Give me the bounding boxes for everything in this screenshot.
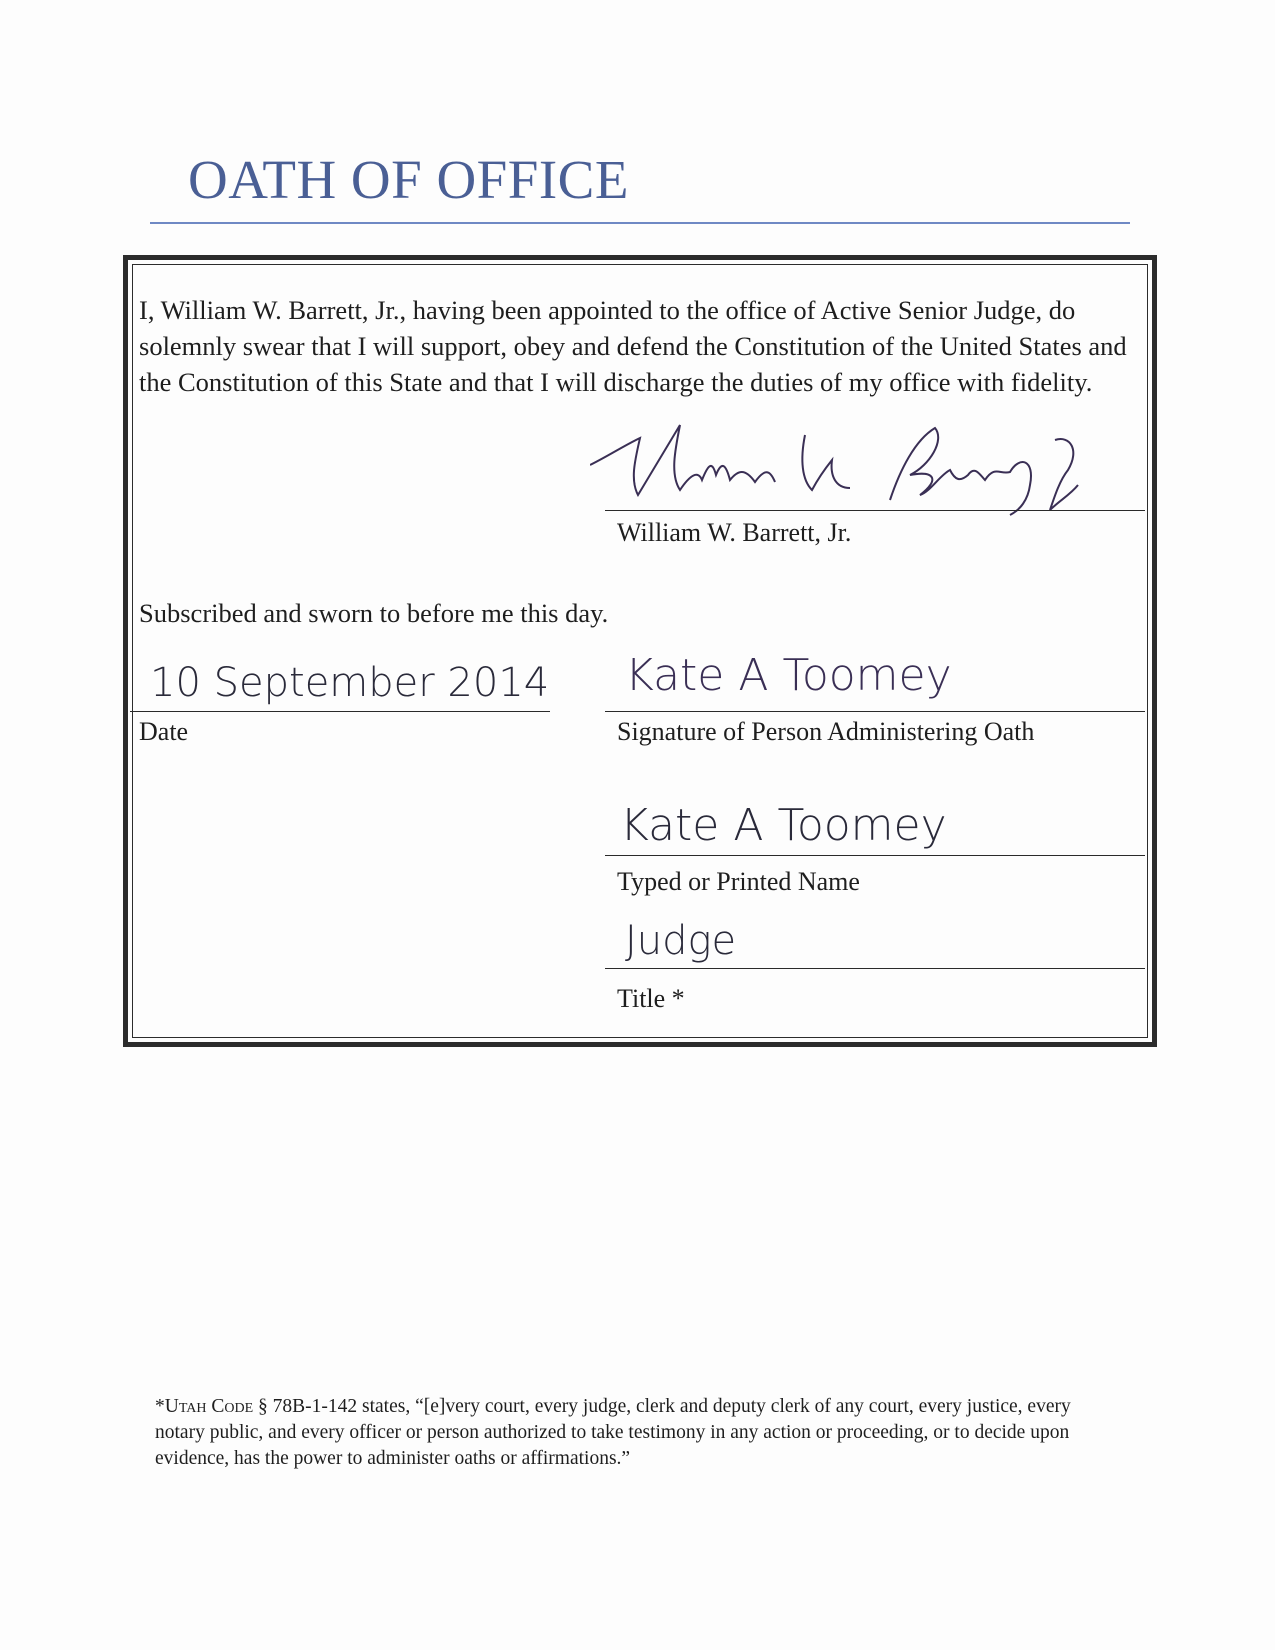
- footnote-code-ref: *Utah Code: [155, 1396, 254, 1417]
- date-handwritten: 10 September 2014: [150, 660, 550, 706]
- printed-name-handwritten: Kate A Toomey: [620, 800, 947, 851]
- title-handwritten: Judge: [625, 918, 737, 964]
- affiant-name-label: William W. Barrett, Jr.: [617, 518, 852, 547]
- administrator-signature-label: Signature of Person Administering Oath: [617, 717, 1035, 746]
- title-line: [605, 968, 1145, 969]
- date-label: Date: [139, 717, 189, 746]
- footnote: [155, 1394, 1115, 1472]
- administrator-signature-line: [605, 711, 1145, 712]
- printed-name-line: [605, 855, 1145, 856]
- sworn-statement: Subscribed and sworn to before me this day.: [139, 598, 609, 628]
- footnote-text: § 78B-1-142 states, “[e]very court, every judge, clerk and deputy clerk of any court, every justice, every notary public, and every officer or person authorized to take testimony in any action or proceeding, or to decide upon evidence, has the power to administer oaths or affirmations.”: [155, 1396, 1071, 1469]
- page-title: OATH OF OFFICE: [188, 149, 629, 210]
- printed-name-label: Typed or Printed Name: [617, 867, 860, 896]
- administrator-signature-handwritten: Kate A Toomey: [625, 650, 952, 701]
- affiant-signature-line: [605, 510, 1145, 511]
- title-label: Title *: [617, 984, 685, 1013]
- oath-statement: I, William W. Barrett, Jr., having been appointed to the office of Active Senior Judge, do solemnly swear that I will support, obey and defend the Constitution of the United States and the Constitution of this State and that I will discharge the duties of my office with fidelity.: [139, 295, 1127, 397]
- title-underline: [150, 222, 1130, 224]
- date-line: [130, 711, 550, 712]
